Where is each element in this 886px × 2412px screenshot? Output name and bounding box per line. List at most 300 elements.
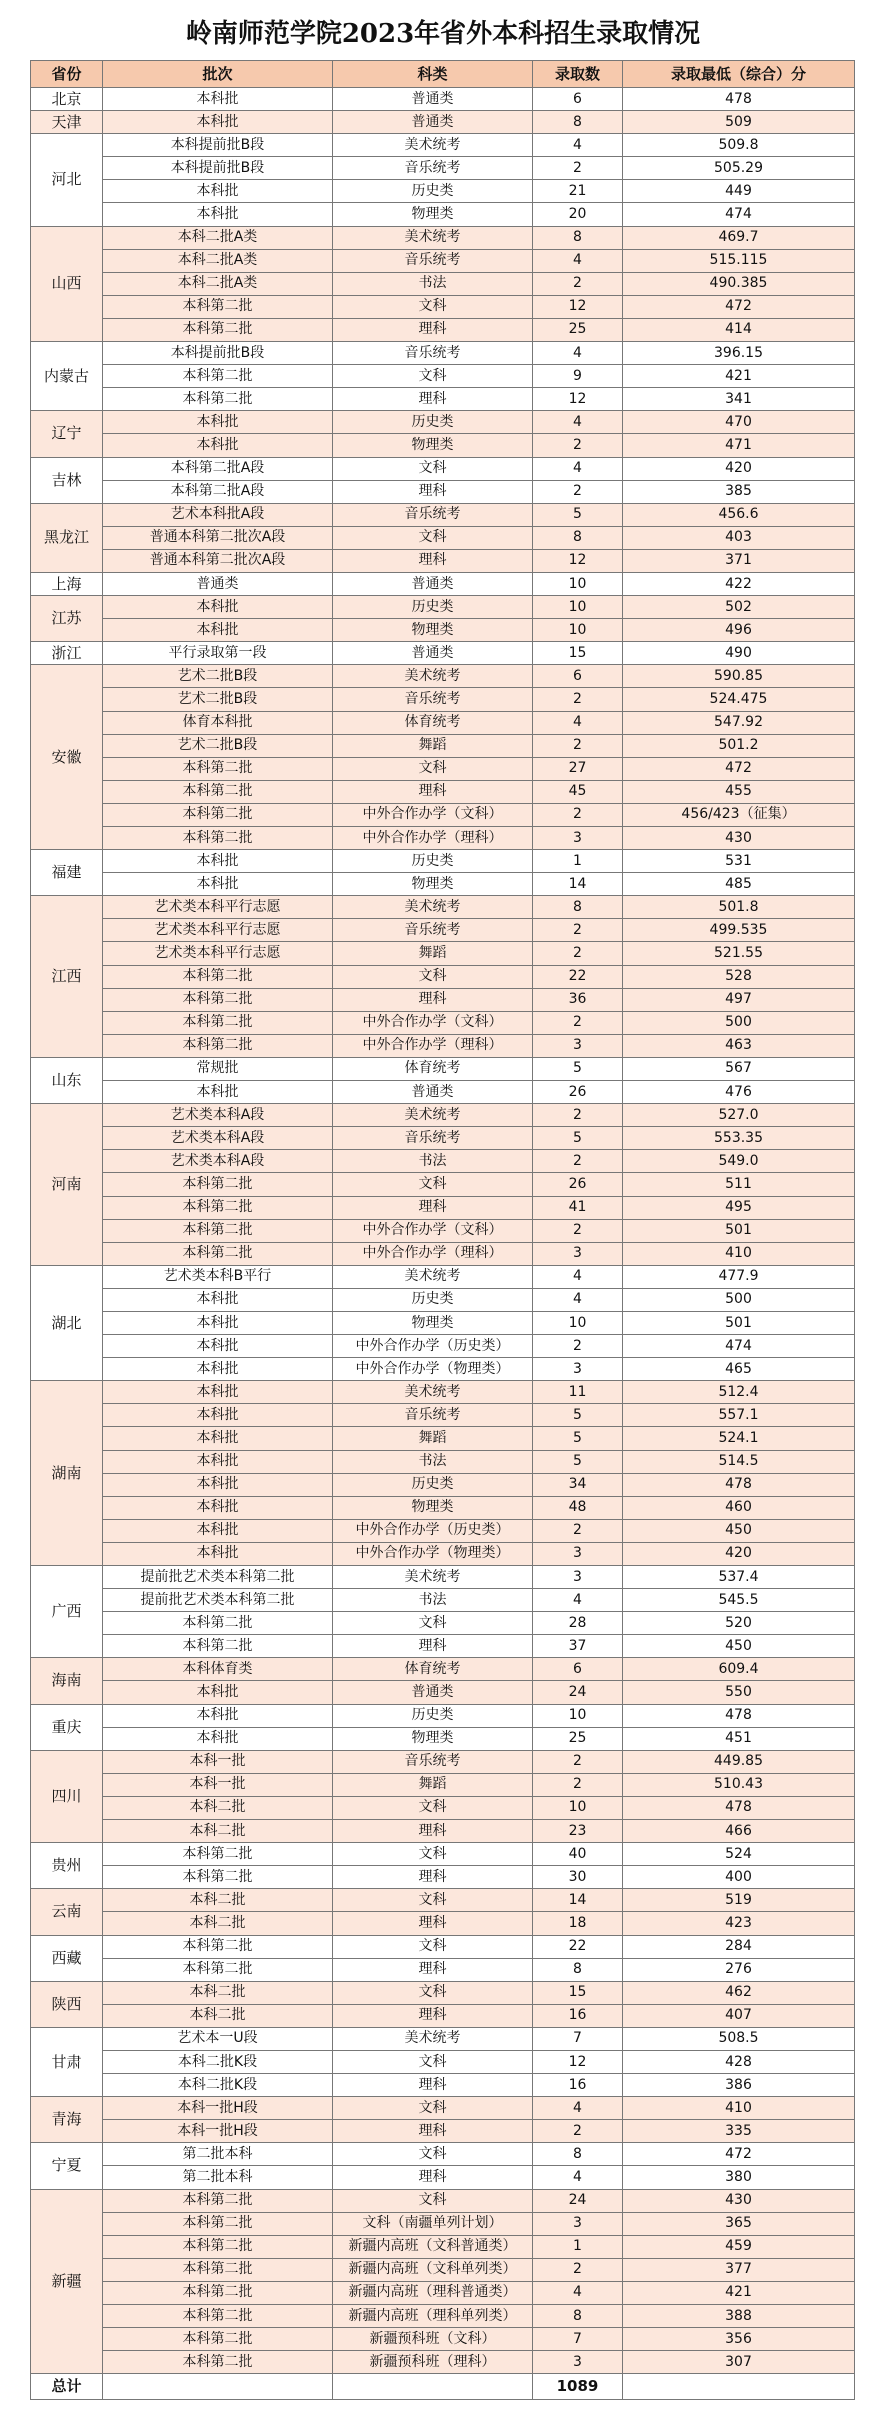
score-cell: 421 (623, 2281, 855, 2304)
batch-cell: 本科批 (103, 1450, 333, 1473)
score-cell: 520 (623, 1612, 855, 1635)
batch-cell: 本科批 (103, 850, 333, 873)
score-cell: 505.29 (623, 157, 855, 180)
category-cell: 理科 (333, 318, 533, 341)
table-row (31, 1542, 855, 1565)
category-cell: 文科 (333, 1935, 533, 1958)
batch-cell: 本科第二批 (103, 1011, 333, 1034)
category-cell: 文科 (333, 1889, 533, 1912)
table-row (31, 1981, 855, 2004)
category-cell: 理科 (333, 480, 533, 503)
header-row (31, 61, 855, 88)
table-row (31, 2212, 855, 2235)
province-group (31, 134, 855, 226)
count-cell: 4 (533, 2097, 623, 2120)
category-cell: 体育统考 (333, 711, 533, 734)
table-row (31, 1057, 855, 1080)
table-row (31, 942, 855, 965)
count-cell: 10 (533, 1311, 623, 1334)
score-cell: 472 (623, 757, 855, 780)
score-cell: 356 (623, 2328, 855, 2351)
table-row (31, 526, 855, 549)
batch-cell: 本科第二批 (103, 965, 333, 988)
batch-cell: 本科批 (103, 180, 333, 203)
province-group (31, 1843, 855, 1889)
province-cell: 甘肃 (31, 2027, 103, 2096)
category-cell: 理科 (333, 2004, 533, 2027)
category-cell: 物理类 (333, 873, 533, 896)
score-cell: 474 (623, 1335, 855, 1358)
count-cell: 2 (533, 157, 623, 180)
score-cell: 470 (623, 411, 855, 434)
category-cell: 理科 (333, 1196, 533, 1219)
table-row (31, 111, 855, 134)
province-group (31, 1750, 855, 1842)
batch-cell: 本科第二批 (103, 757, 333, 780)
batch-cell: 本科第二批 (103, 2258, 333, 2281)
score-cell: 386 (623, 2074, 855, 2097)
table-row (31, 919, 855, 942)
table-row (31, 480, 855, 503)
admission-table (30, 60, 855, 2400)
province-cell: 浙江 (31, 642, 103, 665)
batch-cell: 本科第二批 (103, 2328, 333, 2351)
score-cell: 307 (623, 2351, 855, 2374)
count-cell: 16 (533, 2004, 623, 2027)
count-cell: 3 (533, 1242, 623, 1265)
count-cell: 2 (533, 1519, 623, 1542)
count-cell: 6 (533, 665, 623, 688)
score-cell: 407 (623, 2004, 855, 2027)
count-cell: 21 (533, 180, 623, 203)
category-cell: 普通类 (333, 88, 533, 111)
category-cell: 音乐统考 (333, 688, 533, 711)
category-cell: 书法 (333, 1589, 533, 1612)
batch-cell: 本科批 (103, 203, 333, 226)
batch-cell: 艺术本科批A段 (103, 503, 333, 526)
score-cell: 524.475 (623, 688, 855, 711)
batch-cell: 本科二批A类 (103, 226, 333, 249)
category-cell: 文科（南疆单列计划） (333, 2212, 533, 2235)
province-cell: 河南 (31, 1104, 103, 1266)
batch-cell: 艺术类本科平行志愿 (103, 919, 333, 942)
table-row (31, 2120, 855, 2143)
count-cell: 4 (533, 457, 623, 480)
score-cell: 502 (623, 596, 855, 619)
category-cell: 美术统考 (333, 134, 533, 157)
column-header: 批次 (103, 61, 333, 88)
category-cell: 文科 (333, 2097, 533, 2120)
category-cell: 美术统考 (333, 1104, 533, 1127)
category-cell: 美术统考 (333, 1381, 533, 1404)
category-cell: 舞蹈 (333, 734, 533, 757)
table-row (31, 1011, 855, 1034)
count-cell: 3 (533, 1034, 623, 1057)
batch-cell: 普通本科第二批次A段 (103, 526, 333, 549)
score-cell: 519 (623, 1889, 855, 1912)
province-group (31, 2027, 855, 2096)
table-row (31, 457, 855, 480)
count-cell: 2 (533, 1150, 623, 1173)
batch-cell: 本科批 (103, 1519, 333, 1542)
category-cell: 理科 (333, 1912, 533, 1935)
count-cell: 5 (533, 503, 623, 526)
score-cell: 380 (623, 2166, 855, 2189)
table-row (31, 2027, 855, 2050)
category-cell: 新疆预科班（理科） (333, 2351, 533, 2374)
category-cell: 美术统考 (333, 2027, 533, 2050)
table-row (31, 1635, 855, 1658)
batch-cell: 本科提前批B段 (103, 134, 333, 157)
count-cell: 34 (533, 1473, 623, 1496)
score-cell: 501 (623, 1219, 855, 1242)
table-row (31, 1773, 855, 1796)
score-cell: 501.2 (623, 734, 855, 757)
count-cell: 8 (533, 111, 623, 134)
count-cell: 7 (533, 2328, 623, 2351)
table-row (31, 1866, 855, 1889)
table-row (31, 1404, 855, 1427)
batch-cell: 本科提前批B段 (103, 157, 333, 180)
batch-cell: 本科批 (103, 1335, 333, 1358)
count-cell: 26 (533, 1173, 623, 1196)
province-group (31, 572, 855, 595)
batch-cell: 本科第二批 (103, 1219, 333, 1242)
category-cell: 普通类 (333, 642, 533, 665)
count-cell: 22 (533, 965, 623, 988)
batch-cell: 本科二批K段 (103, 2050, 333, 2073)
category-cell: 音乐统考 (333, 1127, 533, 1150)
table-row (31, 665, 855, 688)
batch-cell: 本科批 (103, 1727, 333, 1750)
category-cell: 美术统考 (333, 226, 533, 249)
score-cell: 421 (623, 365, 855, 388)
score-cell: 550 (623, 1681, 855, 1704)
count-cell: 5 (533, 1404, 623, 1427)
table-row (31, 134, 855, 157)
count-cell: 4 (533, 2166, 623, 2189)
count-cell: 25 (533, 1727, 623, 1750)
batch-cell: 艺术类本科A段 (103, 1127, 333, 1150)
table-row (31, 1081, 855, 1104)
province-group (31, 642, 855, 665)
batch-cell: 本科二批 (103, 1796, 333, 1819)
category-cell: 物理类 (333, 434, 533, 457)
score-cell: 451 (623, 1727, 855, 1750)
table-row (31, 295, 855, 318)
table-row (31, 734, 855, 757)
province-cell: 湖南 (31, 1381, 103, 1566)
score-cell: 284 (623, 1935, 855, 1958)
province-cell: 广西 (31, 1566, 103, 1658)
score-cell: 341 (623, 388, 855, 411)
count-cell: 15 (533, 1981, 623, 2004)
category-cell: 体育统考 (333, 1658, 533, 1681)
count-cell: 8 (533, 2143, 623, 2166)
category-cell: 音乐统考 (333, 342, 533, 365)
score-cell: 478 (623, 1796, 855, 1819)
score-cell: 501.8 (623, 896, 855, 919)
table-row (31, 203, 855, 226)
table-row (31, 503, 855, 526)
score-cell: 422 (623, 572, 855, 595)
batch-cell: 本科第二批 (103, 988, 333, 1011)
category-cell: 音乐统考 (333, 1404, 533, 1427)
category-cell: 理科 (333, 2120, 533, 2143)
count-cell: 5 (533, 1057, 623, 1080)
province-cell: 黑龙江 (31, 503, 103, 572)
table-row (31, 2351, 855, 2374)
batch-cell: 本科第二批A段 (103, 457, 333, 480)
batch-cell: 本科批 (103, 111, 333, 134)
province-cell: 天津 (31, 111, 103, 134)
batch-cell: 本科第二批 (103, 318, 333, 341)
category-cell: 中外合作办学（理科） (333, 1242, 533, 1265)
table-row (31, 1843, 855, 1866)
table-row (31, 1750, 855, 1773)
batch-cell: 本科第二批 (103, 1958, 333, 1981)
province-cell: 北京 (31, 88, 103, 111)
province-cell: 辽宁 (31, 411, 103, 457)
score-cell: 509.8 (623, 134, 855, 157)
batch-cell: 常规批 (103, 1057, 333, 1080)
score-cell: 472 (623, 2143, 855, 2166)
table-row (31, 1796, 855, 1819)
batch-cell: 本科批 (103, 1358, 333, 1381)
count-cell: 12 (533, 2050, 623, 2073)
batch-cell: 提前批艺术类本科第二批 (103, 1589, 333, 1612)
table-row (31, 1127, 855, 1150)
province-cell: 新疆 (31, 2189, 103, 2374)
table-row (31, 757, 855, 780)
score-cell: 455 (623, 780, 855, 803)
table-row (31, 1104, 855, 1127)
category-cell: 音乐统考 (333, 1750, 533, 1773)
batch-cell: 艺术二批B段 (103, 665, 333, 688)
count-cell: 36 (533, 988, 623, 1011)
count-cell: 2 (533, 919, 623, 942)
count-cell: 37 (533, 1635, 623, 1658)
province-cell: 青海 (31, 2097, 103, 2143)
score-cell: 510.43 (623, 1773, 855, 1796)
batch-cell: 本科批 (103, 1381, 333, 1404)
province-group (31, 88, 855, 111)
table-row (31, 1196, 855, 1219)
score-cell: 545.5 (623, 1589, 855, 1612)
count-cell: 6 (533, 88, 623, 111)
count-cell: 26 (533, 1081, 623, 1104)
score-cell: 423 (623, 1912, 855, 1935)
category-cell: 音乐统考 (333, 919, 533, 942)
table-row (31, 711, 855, 734)
category-cell: 普通类 (333, 111, 533, 134)
category-cell: 理科 (333, 388, 533, 411)
total-label: 总计 (31, 2374, 103, 2400)
category-cell: 理科 (333, 1635, 533, 1658)
table-row (31, 2097, 855, 2120)
score-cell: 515.115 (623, 249, 855, 272)
count-cell: 4 (533, 342, 623, 365)
score-cell: 478 (623, 88, 855, 111)
table-row (31, 1173, 855, 1196)
table-row (31, 2235, 855, 2258)
table-row (31, 873, 855, 896)
batch-cell: 本科第二批 (103, 1866, 333, 1889)
province-cell: 西藏 (31, 1935, 103, 1981)
province-cell: 内蒙古 (31, 342, 103, 411)
table-row (31, 1727, 855, 1750)
score-cell: 459 (623, 2235, 855, 2258)
category-cell: 中外合作办学（文科） (333, 1011, 533, 1034)
table-row (31, 850, 855, 873)
category-cell: 中外合作办学（物理类） (333, 1358, 533, 1381)
count-cell: 4 (533, 2281, 623, 2304)
count-cell: 4 (533, 134, 623, 157)
score-cell: 590.85 (623, 665, 855, 688)
score-cell: 430 (623, 2189, 855, 2212)
category-cell: 历史类 (333, 850, 533, 873)
table-row (31, 1889, 855, 1912)
batch-cell: 本科批 (103, 1473, 333, 1496)
table-row (31, 1219, 855, 1242)
score-cell: 420 (623, 1542, 855, 1565)
province-cell: 重庆 (31, 1704, 103, 1750)
batch-cell: 本科批 (103, 1496, 333, 1519)
category-cell: 美术统考 (333, 896, 533, 919)
province-cell: 贵州 (31, 1843, 103, 1889)
count-cell: 12 (533, 295, 623, 318)
score-cell: 495 (623, 1196, 855, 1219)
category-cell: 文科 (333, 1981, 533, 2004)
count-cell: 2 (533, 1011, 623, 1034)
score-cell: 462 (623, 1981, 855, 2004)
score-cell: 472 (623, 295, 855, 318)
score-cell: 524.1 (623, 1427, 855, 1450)
table-row (31, 1612, 855, 1635)
table-row (31, 780, 855, 803)
count-cell: 40 (533, 1843, 623, 1866)
province-group (31, 1104, 855, 1266)
score-cell: 531 (623, 850, 855, 873)
batch-cell: 第二批本科 (103, 2143, 333, 2166)
category-cell: 文科 (333, 1612, 533, 1635)
count-cell: 30 (533, 1866, 623, 1889)
batch-cell: 本科批 (103, 88, 333, 111)
score-cell: 276 (623, 1958, 855, 1981)
count-cell: 5 (533, 1450, 623, 1473)
province-group (31, 2189, 855, 2374)
count-cell: 2 (533, 2258, 623, 2281)
table-row (31, 1566, 855, 1589)
table-row (31, 988, 855, 1011)
count-cell: 7 (533, 2027, 623, 2050)
score-cell: 490.385 (623, 272, 855, 295)
province-cell: 吉林 (31, 457, 103, 503)
count-cell: 2 (533, 1335, 623, 1358)
table-row (31, 388, 855, 411)
count-cell: 23 (533, 1820, 623, 1843)
score-cell: 500 (623, 1011, 855, 1034)
score-cell: 410 (623, 1242, 855, 1265)
batch-cell: 体育本科批 (103, 711, 333, 734)
category-cell: 书法 (333, 1150, 533, 1173)
score-cell: 469.7 (623, 226, 855, 249)
table-row (31, 1034, 855, 1057)
batch-cell: 本科批 (103, 1311, 333, 1334)
batch-cell: 本科批 (103, 596, 333, 619)
category-cell: 物理类 (333, 1727, 533, 1750)
count-cell: 10 (533, 1704, 623, 1727)
count-cell: 18 (533, 1912, 623, 1935)
count-cell: 2 (533, 942, 623, 965)
province-cell: 山西 (31, 226, 103, 341)
category-cell: 理科 (333, 988, 533, 1011)
category-cell: 普通类 (333, 1081, 533, 1104)
count-cell: 3 (533, 827, 623, 850)
category-cell: 中外合作办学（物理类） (333, 1542, 533, 1565)
province-group (31, 111, 855, 134)
category-cell: 理科 (333, 1820, 533, 1843)
count-cell: 5 (533, 1427, 623, 1450)
count-cell: 4 (533, 249, 623, 272)
batch-cell: 艺术类本科平行志愿 (103, 942, 333, 965)
province-cell: 江苏 (31, 596, 103, 642)
count-cell: 6 (533, 1658, 623, 1681)
batch-cell: 本科第二批 (103, 1242, 333, 1265)
province-cell: 宁夏 (31, 2143, 103, 2189)
province-group (31, 850, 855, 896)
table-row (31, 342, 855, 365)
total-row (31, 2374, 855, 2400)
count-cell: 3 (533, 2351, 623, 2374)
province-cell: 江西 (31, 896, 103, 1058)
score-cell: 477.9 (623, 1265, 855, 1288)
total-value: 1089 (533, 2374, 623, 2400)
batch-cell: 本科第二批 (103, 1173, 333, 1196)
table-row (31, 226, 855, 249)
table-row (31, 1519, 855, 1542)
batch-cell: 本科批 (103, 1081, 333, 1104)
category-cell: 书法 (333, 272, 533, 295)
table-row (31, 180, 855, 203)
score-cell: 449 (623, 180, 855, 203)
category-cell: 新疆内高班（文科单列类） (333, 2258, 533, 2281)
score-cell: 474 (623, 203, 855, 226)
table-row (31, 272, 855, 295)
score-cell: 335 (623, 2120, 855, 2143)
category-cell: 物理类 (333, 1496, 533, 1519)
count-cell: 2 (533, 688, 623, 711)
province-cell: 海南 (31, 1658, 103, 1704)
score-cell: 400 (623, 1866, 855, 1889)
score-cell: 460 (623, 1496, 855, 1519)
batch-cell: 本科批 (103, 619, 333, 642)
score-cell: 471 (623, 434, 855, 457)
score-cell: 501 (623, 1311, 855, 1334)
count-cell: 5 (533, 1127, 623, 1150)
table-row (31, 572, 855, 595)
batch-cell: 本科第二批 (103, 827, 333, 850)
count-cell: 2 (533, 2120, 623, 2143)
category-cell: 美术统考 (333, 665, 533, 688)
count-cell: 8 (533, 896, 623, 919)
count-cell: 4 (533, 1589, 623, 1612)
table-row (31, 411, 855, 434)
province-group (31, 1265, 855, 1380)
score-cell: 450 (623, 1635, 855, 1658)
table-row (31, 1150, 855, 1173)
batch-cell: 本科一批 (103, 1773, 333, 1796)
